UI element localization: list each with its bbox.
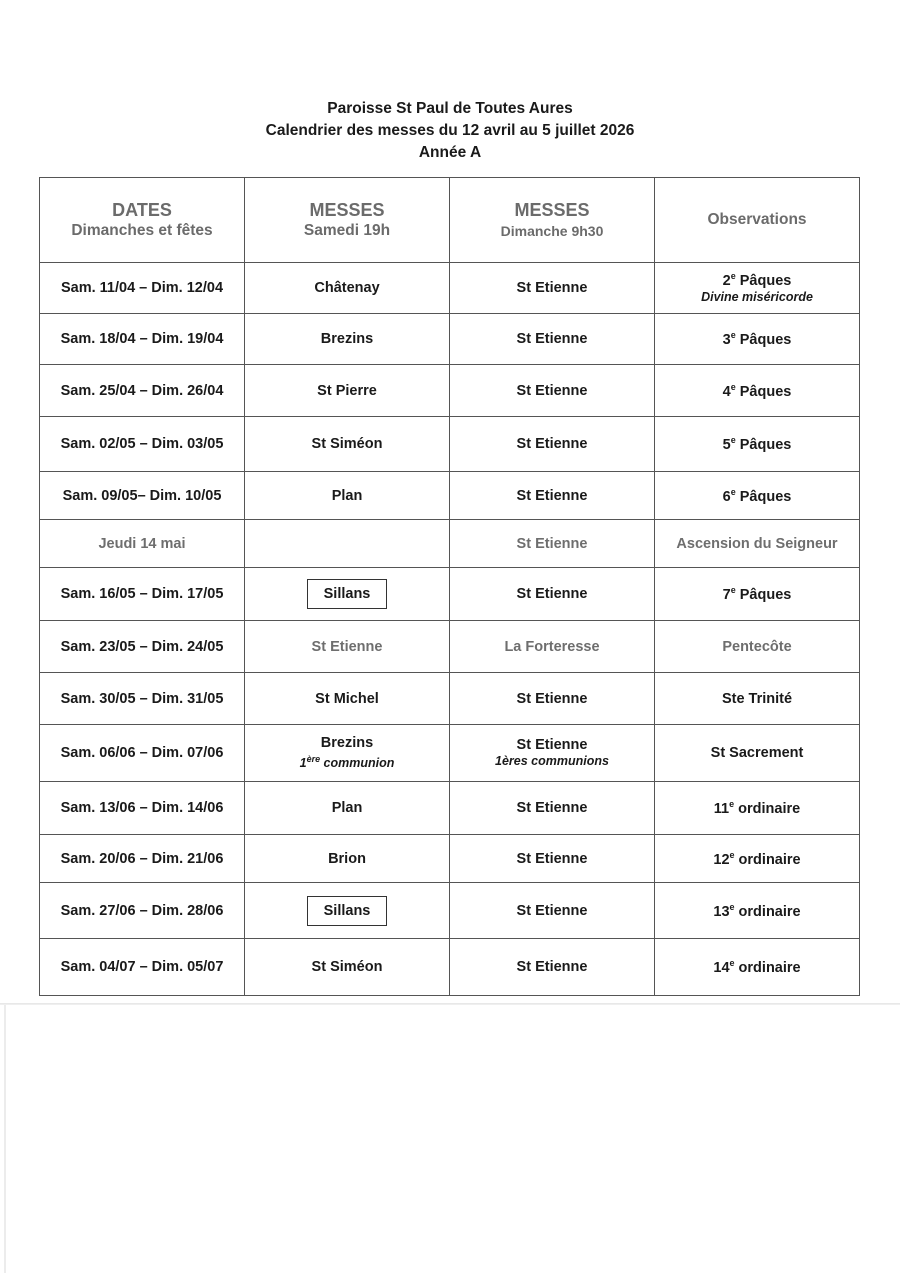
obs-suffix: e: [730, 271, 736, 282]
saturday-location-boxed: Sillans: [307, 896, 388, 926]
header-sunday-subtitle: Dimanche 9h30: [500, 223, 604, 239]
obs-text: Pâques: [735, 488, 792, 505]
table-row: [40, 472, 860, 520]
scan-edge-vertical: [4, 1005, 6, 1273]
saturday-cell: St Michel: [245, 673, 450, 725]
table-row: [40, 835, 860, 883]
obs-number: 3: [722, 331, 731, 348]
table-row: [40, 314, 860, 365]
date-cell: Sam. 30/05 – Dim. 31/05: [40, 673, 245, 725]
obs-note: Divine miséricorde: [701, 289, 813, 304]
sunday-note: 1ères communions: [495, 754, 609, 768]
date-cell: Sam. 18/04 – Dim. 19/04: [40, 314, 245, 365]
table-row: [40, 621, 860, 673]
date-cell: Sam. 04/07 – Dim. 05/07: [40, 939, 245, 996]
date-cell: Sam. 06/06 – Dim. 07/06: [40, 725, 245, 782]
obs-suffix: e: [730, 486, 736, 497]
observation-cell: [655, 782, 860, 835]
liturgical-year: Année A: [418, 144, 482, 161]
saturday-cell: St Siméon: [245, 939, 450, 996]
saturday-cell: St Pierre: [245, 365, 450, 417]
parish-name: Paroisse St Paul de Toutes Aures: [327, 100, 573, 117]
saturday-cell: [245, 568, 450, 621]
table-row: [40, 939, 860, 996]
sunday-cell: St Etienne: [450, 472, 655, 520]
date-cell: Sam. 23/05 – Dim. 24/05: [40, 621, 245, 673]
obs-text: Pâques: [735, 436, 792, 453]
obs-number: 14: [713, 959, 730, 976]
sunday-cell: La Forteresse: [450, 621, 655, 673]
sunday-location: St Etienne: [516, 737, 588, 753]
obs-number: 11: [713, 800, 730, 817]
obs-text: Pâques: [735, 272, 792, 289]
calendar-title: Calendrier des messes du 12 avril au 5 juillet 2026: [265, 122, 635, 139]
saturday-cell: Brezins: [245, 314, 450, 365]
date-cell: Sam. 11/04 – Dim. 12/04: [40, 263, 245, 314]
saturday-cell: Brion: [245, 835, 450, 883]
obs-suffix: e: [729, 849, 735, 860]
saturday-note-text: communion: [320, 756, 395, 771]
table-row: [40, 725, 860, 782]
obs-text: Pâques: [735, 586, 792, 603]
date-cell: Jeudi 14 mai: [40, 520, 245, 568]
table-row: [40, 782, 860, 835]
obs-text: ordinaire: [734, 903, 801, 920]
date-cell: Sam. 25/04 – Dim. 26/04: [40, 365, 245, 417]
saturday-location: Brezins: [320, 734, 374, 751]
sunday-cell: St Etienne: [450, 417, 655, 472]
page-header: [0, 98, 900, 164]
date-cell: Sam. 16/05 – Dim. 17/05: [40, 568, 245, 621]
observation-cell: [655, 314, 860, 365]
table-row: [40, 568, 860, 621]
obs-text: Pâques: [735, 331, 792, 348]
observation-cell: [655, 835, 860, 883]
saturday-cell: Plan: [245, 782, 450, 835]
obs-number: 2: [722, 272, 731, 289]
table-row: [40, 673, 860, 725]
obs-number: 13: [713, 903, 730, 920]
observation-cell: [655, 417, 860, 472]
obs-suffix: e: [729, 901, 735, 912]
observation-cell: [655, 472, 860, 520]
saturday-cell: St Etienne: [245, 621, 450, 673]
obs-text: ordinaire: [734, 800, 801, 817]
saturday-location-boxed: Sillans: [307, 579, 388, 609]
table-row: [40, 417, 860, 472]
sunday-cell: St Etienne: [450, 568, 655, 621]
table-header-row: [40, 178, 860, 263]
obs-suffix: e: [730, 585, 736, 596]
saturday-cell: Plan: [245, 472, 450, 520]
obs-number: 4: [722, 383, 731, 400]
table-row: [40, 365, 860, 417]
header-observations-title: Observations: [707, 211, 807, 228]
observation-cell: Pentecôte: [655, 621, 860, 673]
obs-suffix: e: [730, 330, 736, 341]
observation-cell: [655, 263, 860, 314]
obs-number: 7: [722, 586, 731, 603]
sunday-cell: St Etienne: [450, 835, 655, 883]
sunday-cell: St Etienne: [450, 673, 655, 725]
header-saturday-title: MESSES: [309, 200, 385, 220]
scan-edge-line: [0, 1003, 900, 1005]
sunday-cell: St Etienne: [450, 883, 655, 939]
observation-cell: [655, 568, 860, 621]
obs-suffix: e: [729, 958, 735, 969]
header-dates-title: DATES: [112, 200, 172, 220]
observation-cell: Ste Trinité: [655, 673, 860, 725]
sunday-cell: St Etienne: [450, 365, 655, 417]
observation-cell: St Sacrement: [655, 725, 860, 782]
date-cell: Sam. 13/06 – Dim. 14/06: [40, 782, 245, 835]
saturday-cell: [245, 520, 450, 568]
sunday-cell: St Etienne: [450, 782, 655, 835]
obs-number: 6: [722, 488, 731, 505]
date-cell: Sam. 27/06 – Dim. 28/06: [40, 883, 245, 939]
table-row: [40, 263, 860, 314]
sunday-cell: St Etienne: [450, 939, 655, 996]
sunday-cell: St Etienne: [450, 263, 655, 314]
header-saturday: [245, 178, 450, 263]
header-sunday: [450, 178, 655, 263]
obs-suffix: e: [729, 799, 735, 810]
saturday-cell: St Siméon: [245, 417, 450, 472]
mass-schedule-table: [39, 177, 860, 996]
table-row: [40, 520, 860, 568]
table-row: [40, 883, 860, 939]
header-observations: [655, 178, 860, 263]
saturday-note: [249, 751, 445, 771]
obs-text: ordinaire: [734, 959, 801, 976]
sunday-cell: St Etienne: [450, 520, 655, 568]
date-cell: Sam. 02/05 – Dim. 03/05: [40, 417, 245, 472]
date-cell: Sam. 09/05– Dim. 10/05: [40, 472, 245, 520]
obs-number: 5: [722, 436, 731, 453]
obs-suffix: e: [730, 435, 736, 446]
observation-cell: Ascension du Seigneur: [655, 520, 860, 568]
header-sunday-title: MESSES: [514, 200, 590, 220]
saturday-cell: [245, 725, 450, 782]
obs-text: Pâques: [735, 383, 792, 400]
date-cell: Sam. 20/06 – Dim. 21/06: [40, 835, 245, 883]
saturday-note-number: 1: [299, 756, 307, 771]
sunday-cell: [450, 725, 655, 782]
saturday-cell: [245, 883, 450, 939]
obs-number: 12: [713, 851, 730, 868]
sunday-cell: St Etienne: [450, 314, 655, 365]
obs-text: ordinaire: [734, 851, 801, 868]
header-dates-subtitle: Dimanches et fêtes: [71, 222, 213, 239]
header-saturday-subtitle: Samedi 19h: [303, 222, 391, 239]
saturday-cell: Châtenay: [245, 263, 450, 314]
observation-cell: [655, 883, 860, 939]
header-dates: [40, 178, 245, 263]
observation-cell: [655, 365, 860, 417]
observation-cell: [655, 939, 860, 996]
saturday-note-suffix: ère: [306, 753, 321, 764]
obs-suffix: e: [730, 381, 736, 392]
